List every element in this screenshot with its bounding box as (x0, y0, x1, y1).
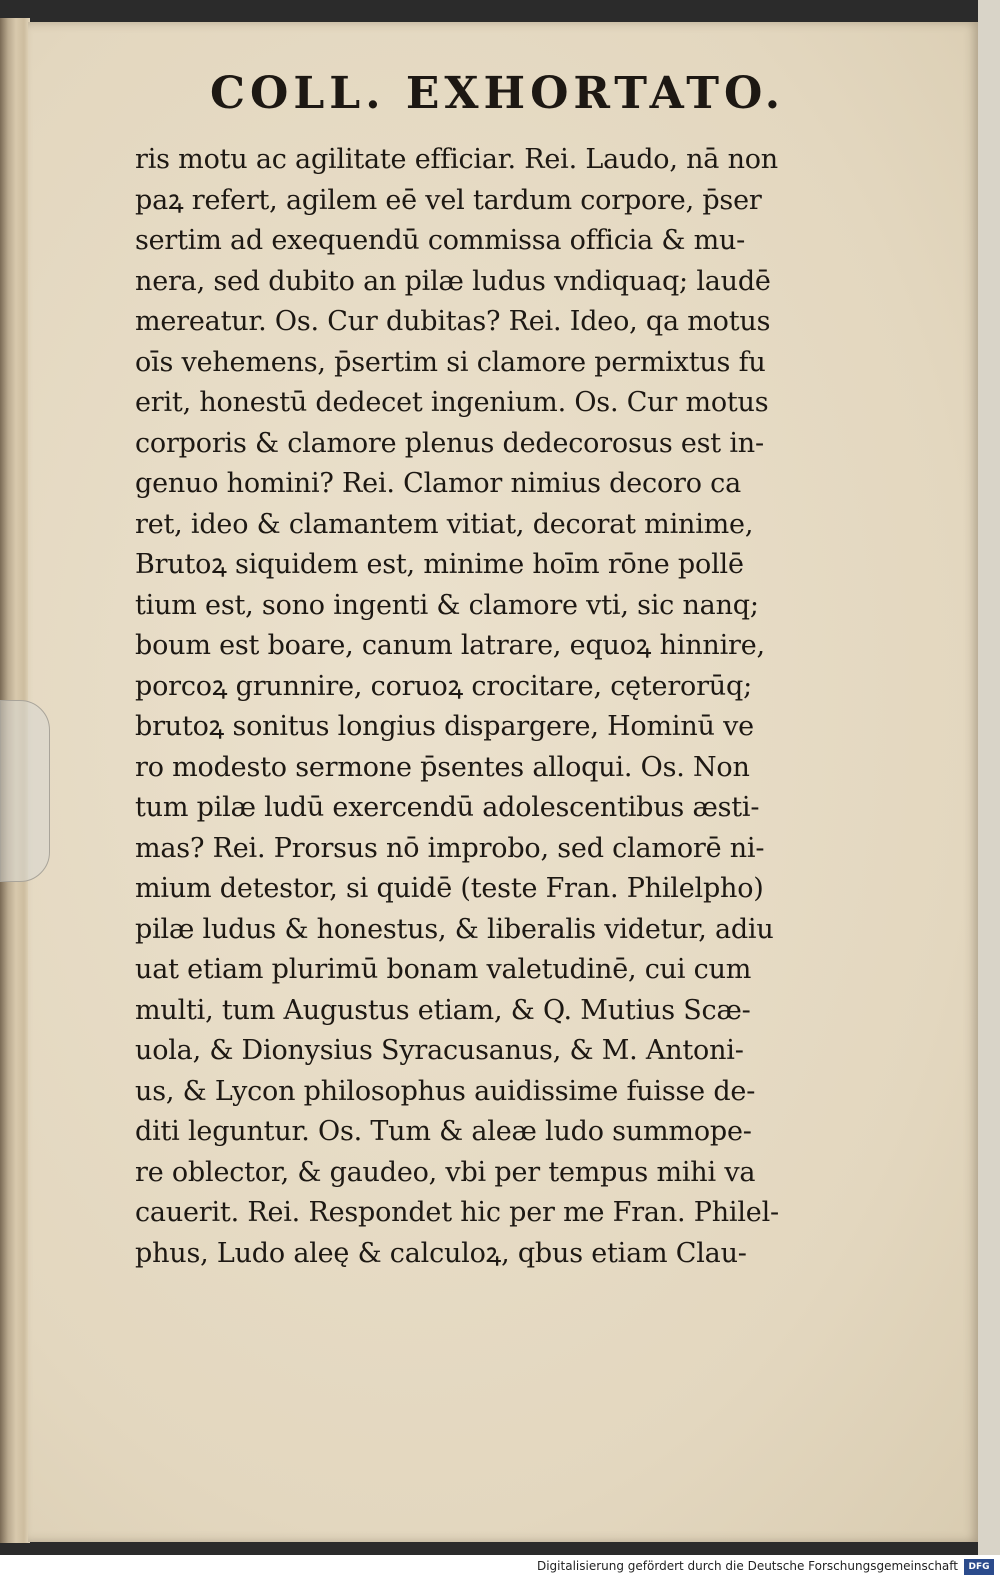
text-line: genuo homini? Rei. Clamor nimius decoro ca (135, 468, 741, 499)
text-line: multi, tum Augustus etiam, & Q. Mutius Scæ- (135, 994, 751, 1026)
right-strip (978, 0, 1000, 1555)
text-line: Brutoꝝ siquidem est, minime hoīm rōne pollē (135, 549, 744, 580)
text-line: tium est, sono ingenti & clamore vti, sic nanq; (135, 589, 759, 621)
text-line: oīs vehemens, p̄sertim si clamore permixtus fu (135, 346, 766, 378)
digitization-credit: Digitalisierung gefördert durch die Deutsche Forschungsgemeinschaft (536, 1559, 958, 1573)
text-line: brutoꝝ sonitus longius dispargere, Hominū ve (135, 711, 754, 742)
text-line: diti leguntur. Os. Tum & aleæ ludo summope- (135, 1116, 752, 1147)
text-line: boum est boare, canum latrare, equoꝝ hinnire, (135, 630, 765, 661)
running-title: COLL. EXHORTATO. (210, 68, 786, 119)
text-line: re oblector, & gaudeo, vbi per tempus mihi va (135, 1156, 756, 1188)
text-line: phus, Ludo aleę & calculoꝝ, qbus etiam Clau- (135, 1237, 747, 1269)
text-line: erit, honestū dedecet ingenium. Os. Cur motus (135, 387, 769, 418)
text-line: sertim ad exequendū commissa officia & mu- (135, 225, 746, 256)
text-line: paꝝ refert, agilem eē vel tardum corpore, p̄ser (135, 184, 762, 216)
text-line: corporis & clamore plenus dedecorosus est in- (135, 427, 764, 459)
text-line: mium detestor, si quidē (teste Fran. Philelpho) (135, 873, 764, 904)
text-line: ro modesto sermone p̄sentes alloqui. Os. Non (135, 751, 750, 783)
text-line: ris motu ac agilitate efficiar. Rei. Laudo, nā non (135, 144, 778, 175)
text-line: mas? Rei. Prorsus nō improbo, sed clamorē ni- (135, 832, 765, 864)
text-line: cauerit. Rei. Respondet hic per me Fran. Philel- (135, 1197, 779, 1228)
dfg-logo: DFG (964, 1559, 994, 1575)
text-line: tum pilæ ludū exercendū adolescentibus æsti- (135, 792, 760, 823)
text-line: uola, & Dionysius Syracusanus, & M. Antoni- (135, 1035, 744, 1066)
footer-bar (0, 1555, 1000, 1579)
text-line: nera, sed dubito an pilæ ludus vndiquaq; laudē (135, 265, 771, 297)
text-line: us, & Lycon philosophus auidissime fuisse de- (135, 1075, 756, 1107)
text-line: ret, ideo & clamantem vitiat, decorat minime, (135, 508, 754, 540)
text-line: pilæ ludus & honestus, & liberalis videtur, adiu (135, 913, 774, 945)
text-line: uat etiam plurimū bonam valetudinē, cui cum (135, 954, 752, 985)
text-line: mereatur. Os. Cur dubitas? Rei. Ideo, qa motus (135, 306, 771, 337)
page-clip (0, 700, 50, 882)
text-line: porcoꝝ grunnire, coruoꝝ crocitare, cęterorūq; (135, 670, 752, 702)
text-block (135, 140, 925, 1274)
